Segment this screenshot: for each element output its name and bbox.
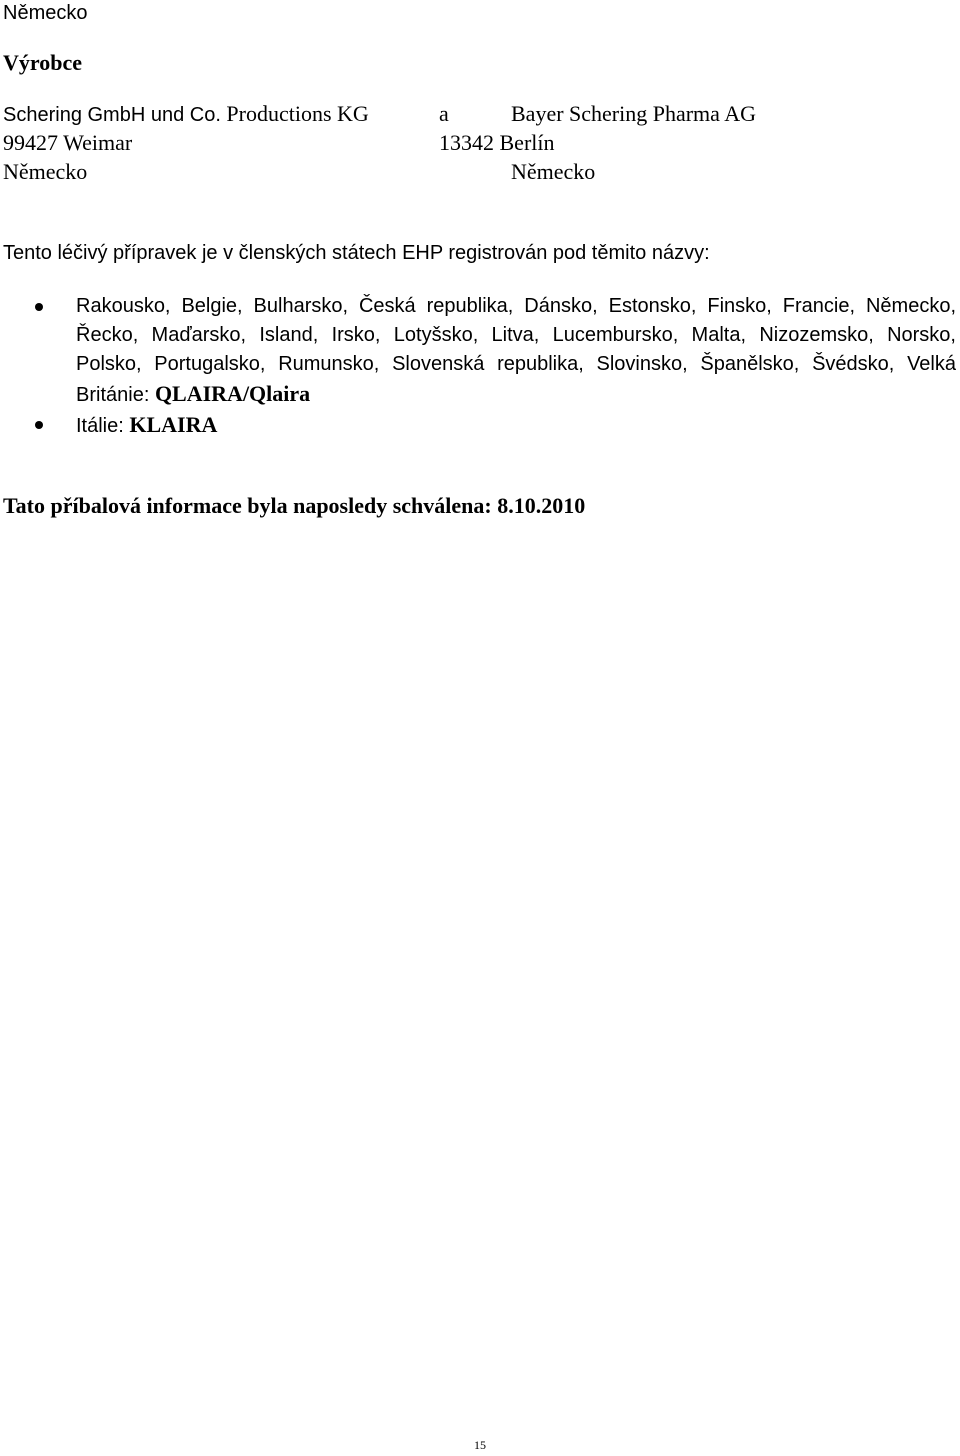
manufacturer-2-country: Německo (511, 159, 596, 184)
registration-trade-name: QLAIRA/Qlaira (154, 381, 311, 406)
approval-statement: Tato příbalová informace byla naposledy schválena: 8.10.2010 (3, 493, 586, 518)
registration-intro: Tento léčivý přípravek je v členských státech EHP registrován pod těmito názvy: (3, 242, 710, 264)
registration-trade-name: KLAIRA (129, 412, 218, 437)
manufacturer-connector: a (439, 101, 449, 126)
manufacturer-1-city: 99427 Weimar (3, 130, 133, 155)
bullet-icon (35, 303, 43, 311)
manufacturer-1-name-part1: Schering GmbH und Co. (3, 104, 221, 126)
manufacturer-heading: Výrobce (3, 50, 83, 75)
manufacturer-2-name: Bayer Schering Pharma AG (511, 101, 756, 126)
registration-countries: Rakousko, Belgie, Bulharsko, Česká republika, Dánsko, Estonsko, Finsko, Francie, Německo, Řecko, Maďarsko, Island, Irsko, Lotyšsko, Litva, Lucembursko, Malta, Nizozemsko, Norsko, Polsko, Portugalsko, Rumunsko, Slovenská republika, Slovinsko, Španělsko, Švédsko, Velká Británie: (76, 295, 956, 406)
registration-countries: Itálie: (76, 415, 130, 437)
manufacturer-1-country: Německo (3, 159, 88, 184)
manufacturer-2-city: 13342 Berlín (439, 130, 555, 155)
top-country: Německo (3, 2, 88, 24)
registration-item (0, 410, 960, 441)
registration-list (0, 292, 960, 441)
bullet-icon (35, 421, 43, 429)
page-number: 15 (474, 1438, 486, 1452)
registration-item (0, 292, 960, 410)
manufacturer-1-name (3, 101, 369, 128)
manufacturer-1-name-part2: Productions KG (220, 101, 369, 126)
